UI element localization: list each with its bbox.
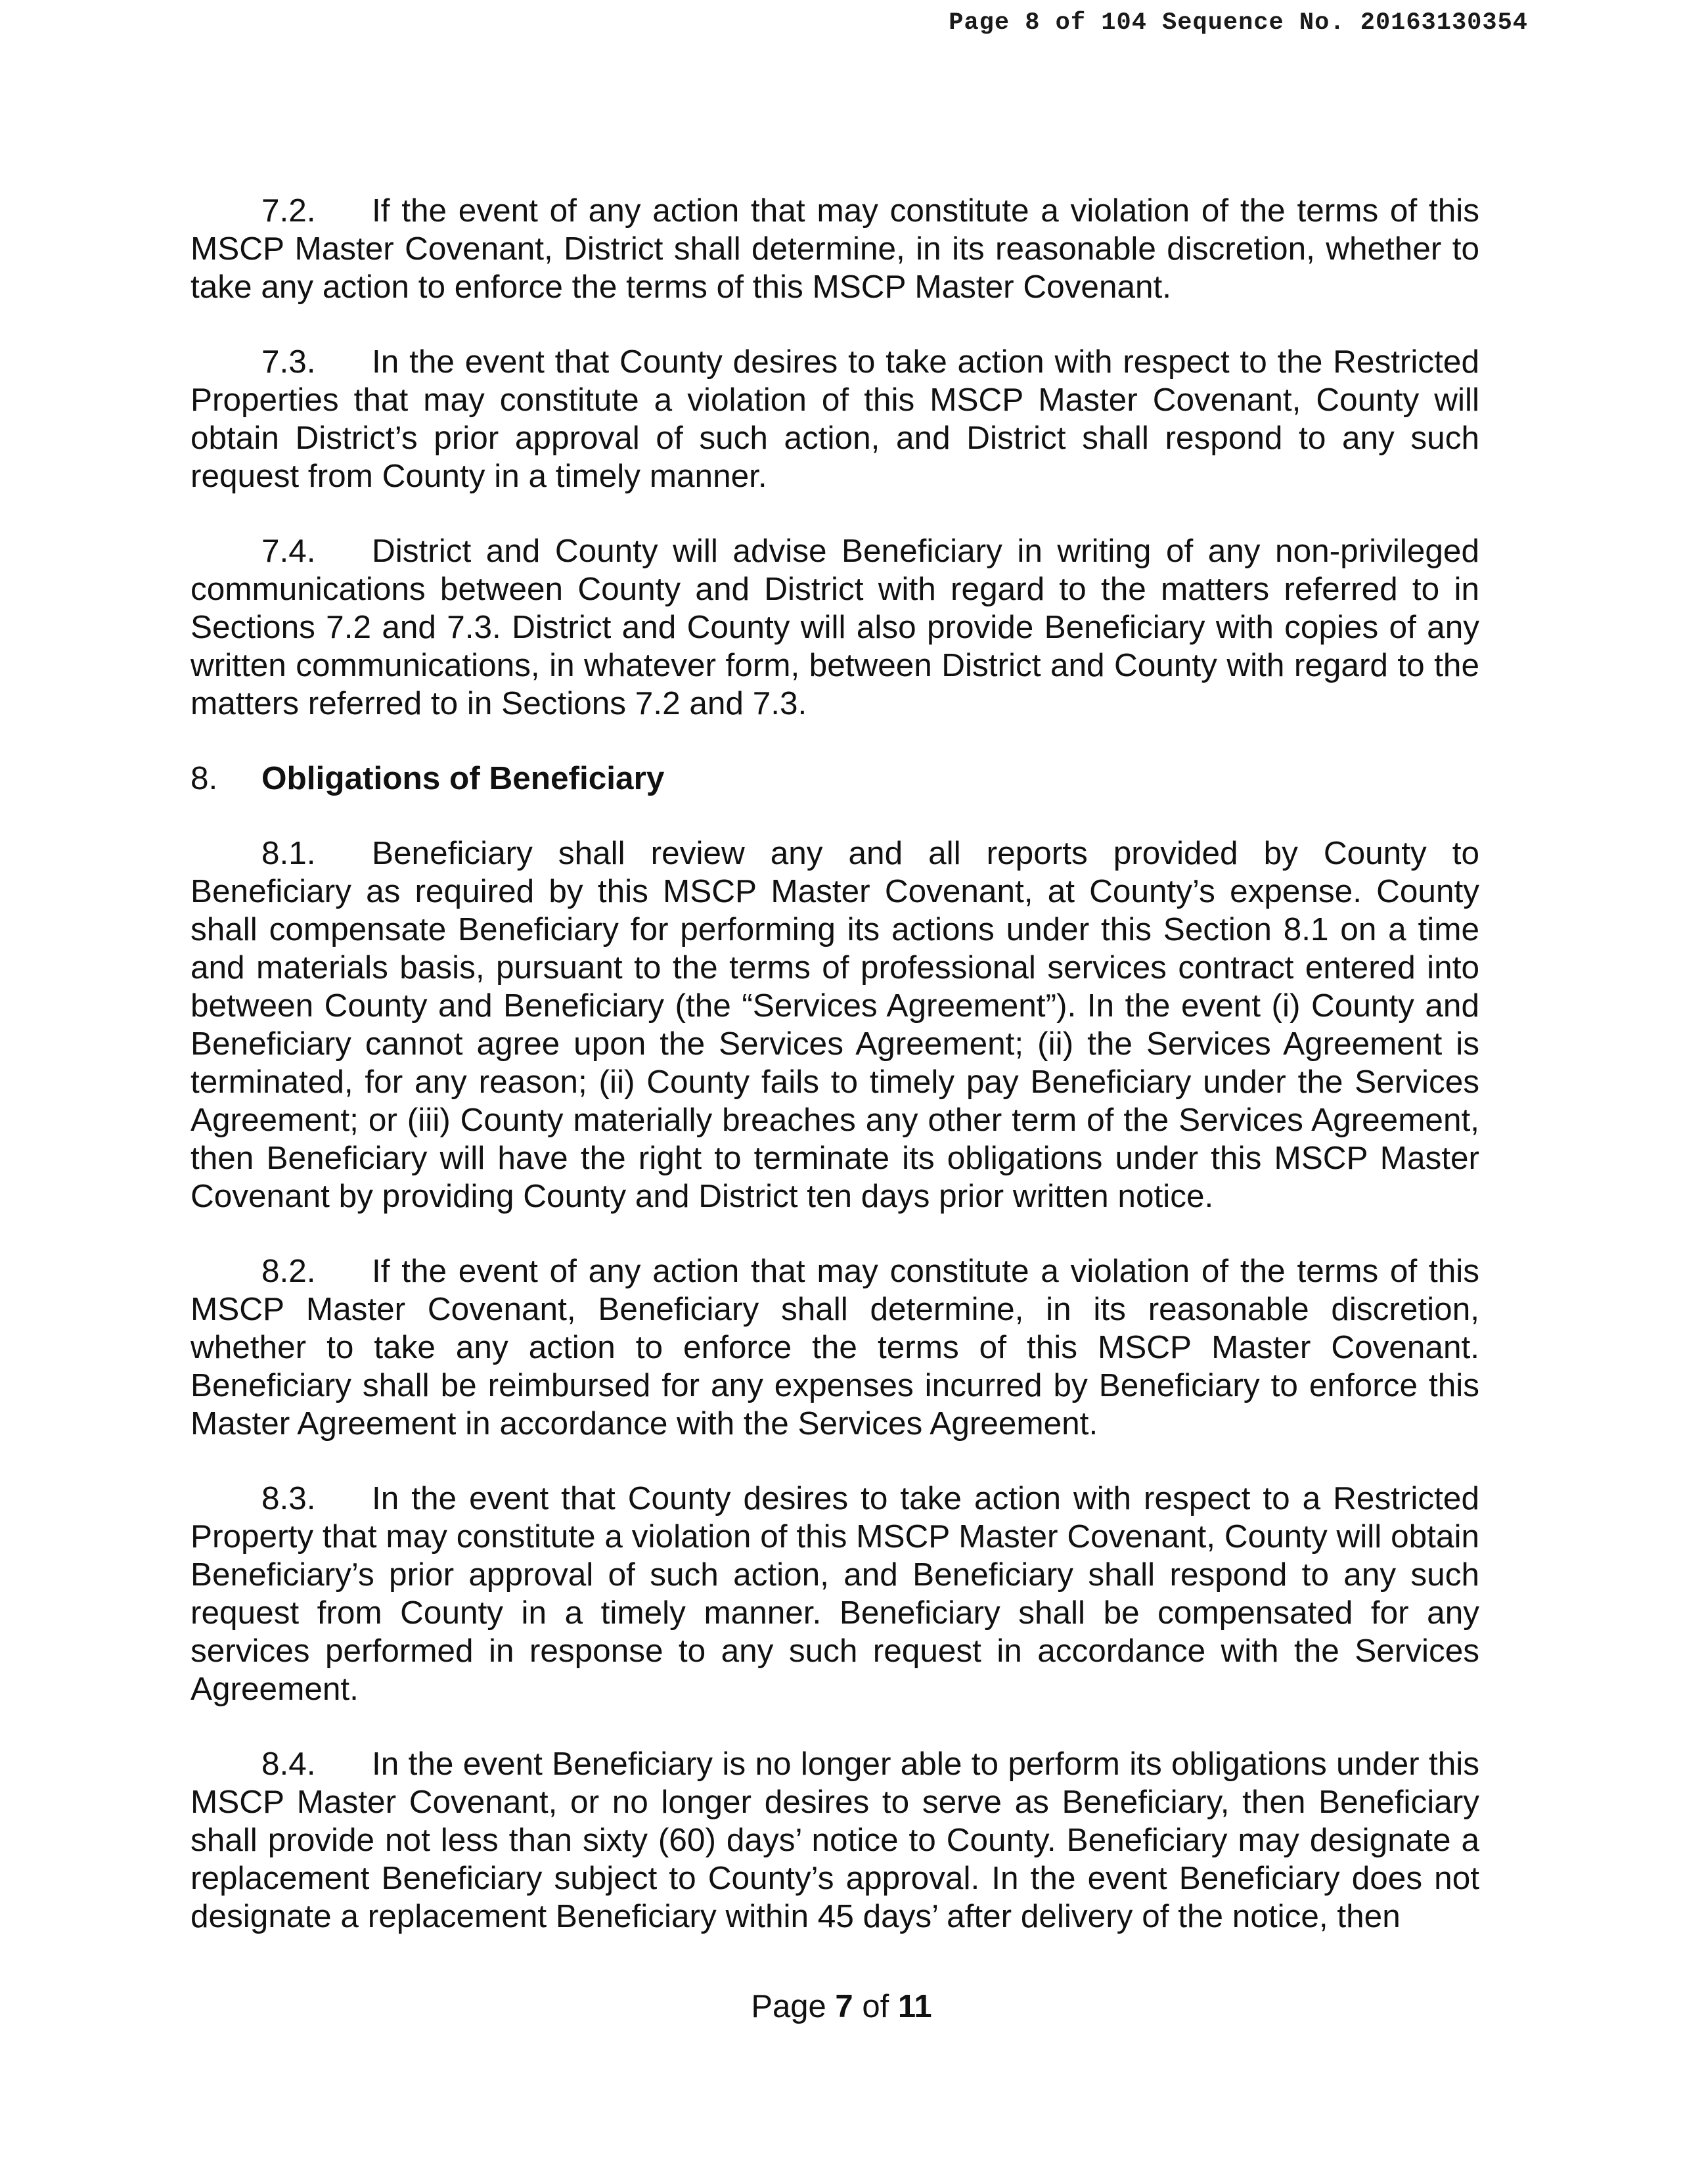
sequence-stamp: Page 8 of 104 Sequence No. 20163130354 bbox=[949, 9, 1528, 37]
page-footer bbox=[0, 1988, 1683, 2025]
paragraph-text: In the event Beneficiary is no longer able to perform its obligations under this MSCP Master Covenant, or no longer desires to serve as Beneficiary, then Beneficiary shall provide not less than sixty (60) days’ notice to County. Beneficiary may designate a replacement Beneficiary subject to County’s approval. In the event Beneficiary does not designate a replacement Beneficiary within 45 days’ after delivery of the notice, then bbox=[191, 1746, 1479, 1934]
paragraph-number: 7.3. bbox=[261, 344, 316, 380]
paragraph-7-2 bbox=[191, 192, 1479, 306]
paragraph-number: 8.3. bbox=[261, 1480, 316, 1516]
document-body bbox=[191, 192, 1479, 1972]
section-number: 8. bbox=[191, 760, 218, 796]
paragraph-8-2 bbox=[191, 1252, 1479, 1443]
footer-total-pages: 11 bbox=[897, 1989, 932, 2024]
paragraph-number: 8.4. bbox=[261, 1746, 316, 1782]
section-title: Obligations of Beneficiary bbox=[261, 760, 665, 796]
paragraph-text: If the event of any action that may constitute a violation of the terms of this MSCP Master Covenant, District shall determine, in its reasonable discretion, whether to take any action to enforce the terms of this MSCP Master Covenant. bbox=[191, 193, 1479, 305]
paragraph-text: Beneficiary shall review any and all reports provided by County to Beneficiary as required by this MSCP Master Covenant, at County’s expense. County shall compensate Beneficiary for performing its actions under this Section 8.1 on a time and materials basis, pursuant to the terms of professional services contract entered into between County and Beneficiary (the “Services Agreement”). In the event (i) County and Beneficiary cannot agree upon the Services Agreement; (ii) the Services Agreement is terminated, for any reason; (ii) County fails to timely pay Beneficiary under the Services Agreement; or (iii) County materially breaches any other term of the Services Agreement, then Beneficiary will have the right to terminate its obligations under this MSCP Master Covenant by providing County and District ten days prior written notice. bbox=[191, 835, 1479, 1214]
footer-page-label: Page bbox=[751, 1989, 826, 2024]
paragraph-number: 7.2. bbox=[261, 193, 316, 229]
paragraph-text: If the event of any action that may constitute a violation of the terms of this MSCP Master Covenant, Beneficiary shall determine, in its reasonable discretion, whether to take any action to enforce the terms of this MSCP Master Covenant. Beneficiary shall be reimbursed for any expenses incurred by Beneficiary to enforce this Master Agreement in accordance with the Services Agreement. bbox=[191, 1253, 1479, 1442]
paragraph-text: In the event that County desires to take action with respect to a Restricted Property that may constitute a violation of this MSCP Master Covenant, County will obtain Beneficiary’s prior approval of such action, and Beneficiary shall respond to any such request from County in a timely manner. Beneficiary shall be compensated for any services performed in response to any such request in accordance with the Services Agreement. bbox=[191, 1480, 1479, 1707]
paragraph-number: 8.1. bbox=[261, 835, 316, 871]
section-heading-8 bbox=[191, 760, 1479, 798]
paragraph-text: In the event that County desires to take action with respect to the Restricted Properties that may constitute a violation of this MSCP Master Covenant, County will obtain District’s prior approval of such action, and District shall respond to any such request from County in a timely manner. bbox=[191, 344, 1479, 494]
paragraph-8-4 bbox=[191, 1745, 1479, 1936]
paragraph-7-4 bbox=[191, 532, 1479, 723]
footer-current-page: 7 bbox=[835, 1989, 853, 2024]
paragraph-8-3 bbox=[191, 1480, 1479, 1708]
paragraph-number: 7.4. bbox=[261, 533, 316, 569]
paragraph-text: District and County will advise Beneficiary in writing of any non-privileged communications between County and District with regard to the matters referred to in Sections 7.2 and 7.3. District and County will also provide Beneficiary with copies of any written communications, in whatever form, between District and County with regard to the matters referred to in Sections 7.2 and 7.3. bbox=[191, 533, 1479, 721]
paragraph-number: 8.2. bbox=[261, 1253, 316, 1289]
footer-of-label: of bbox=[862, 1989, 889, 2024]
paragraph-8-1 bbox=[191, 834, 1479, 1216]
paragraph-7-3 bbox=[191, 343, 1479, 495]
